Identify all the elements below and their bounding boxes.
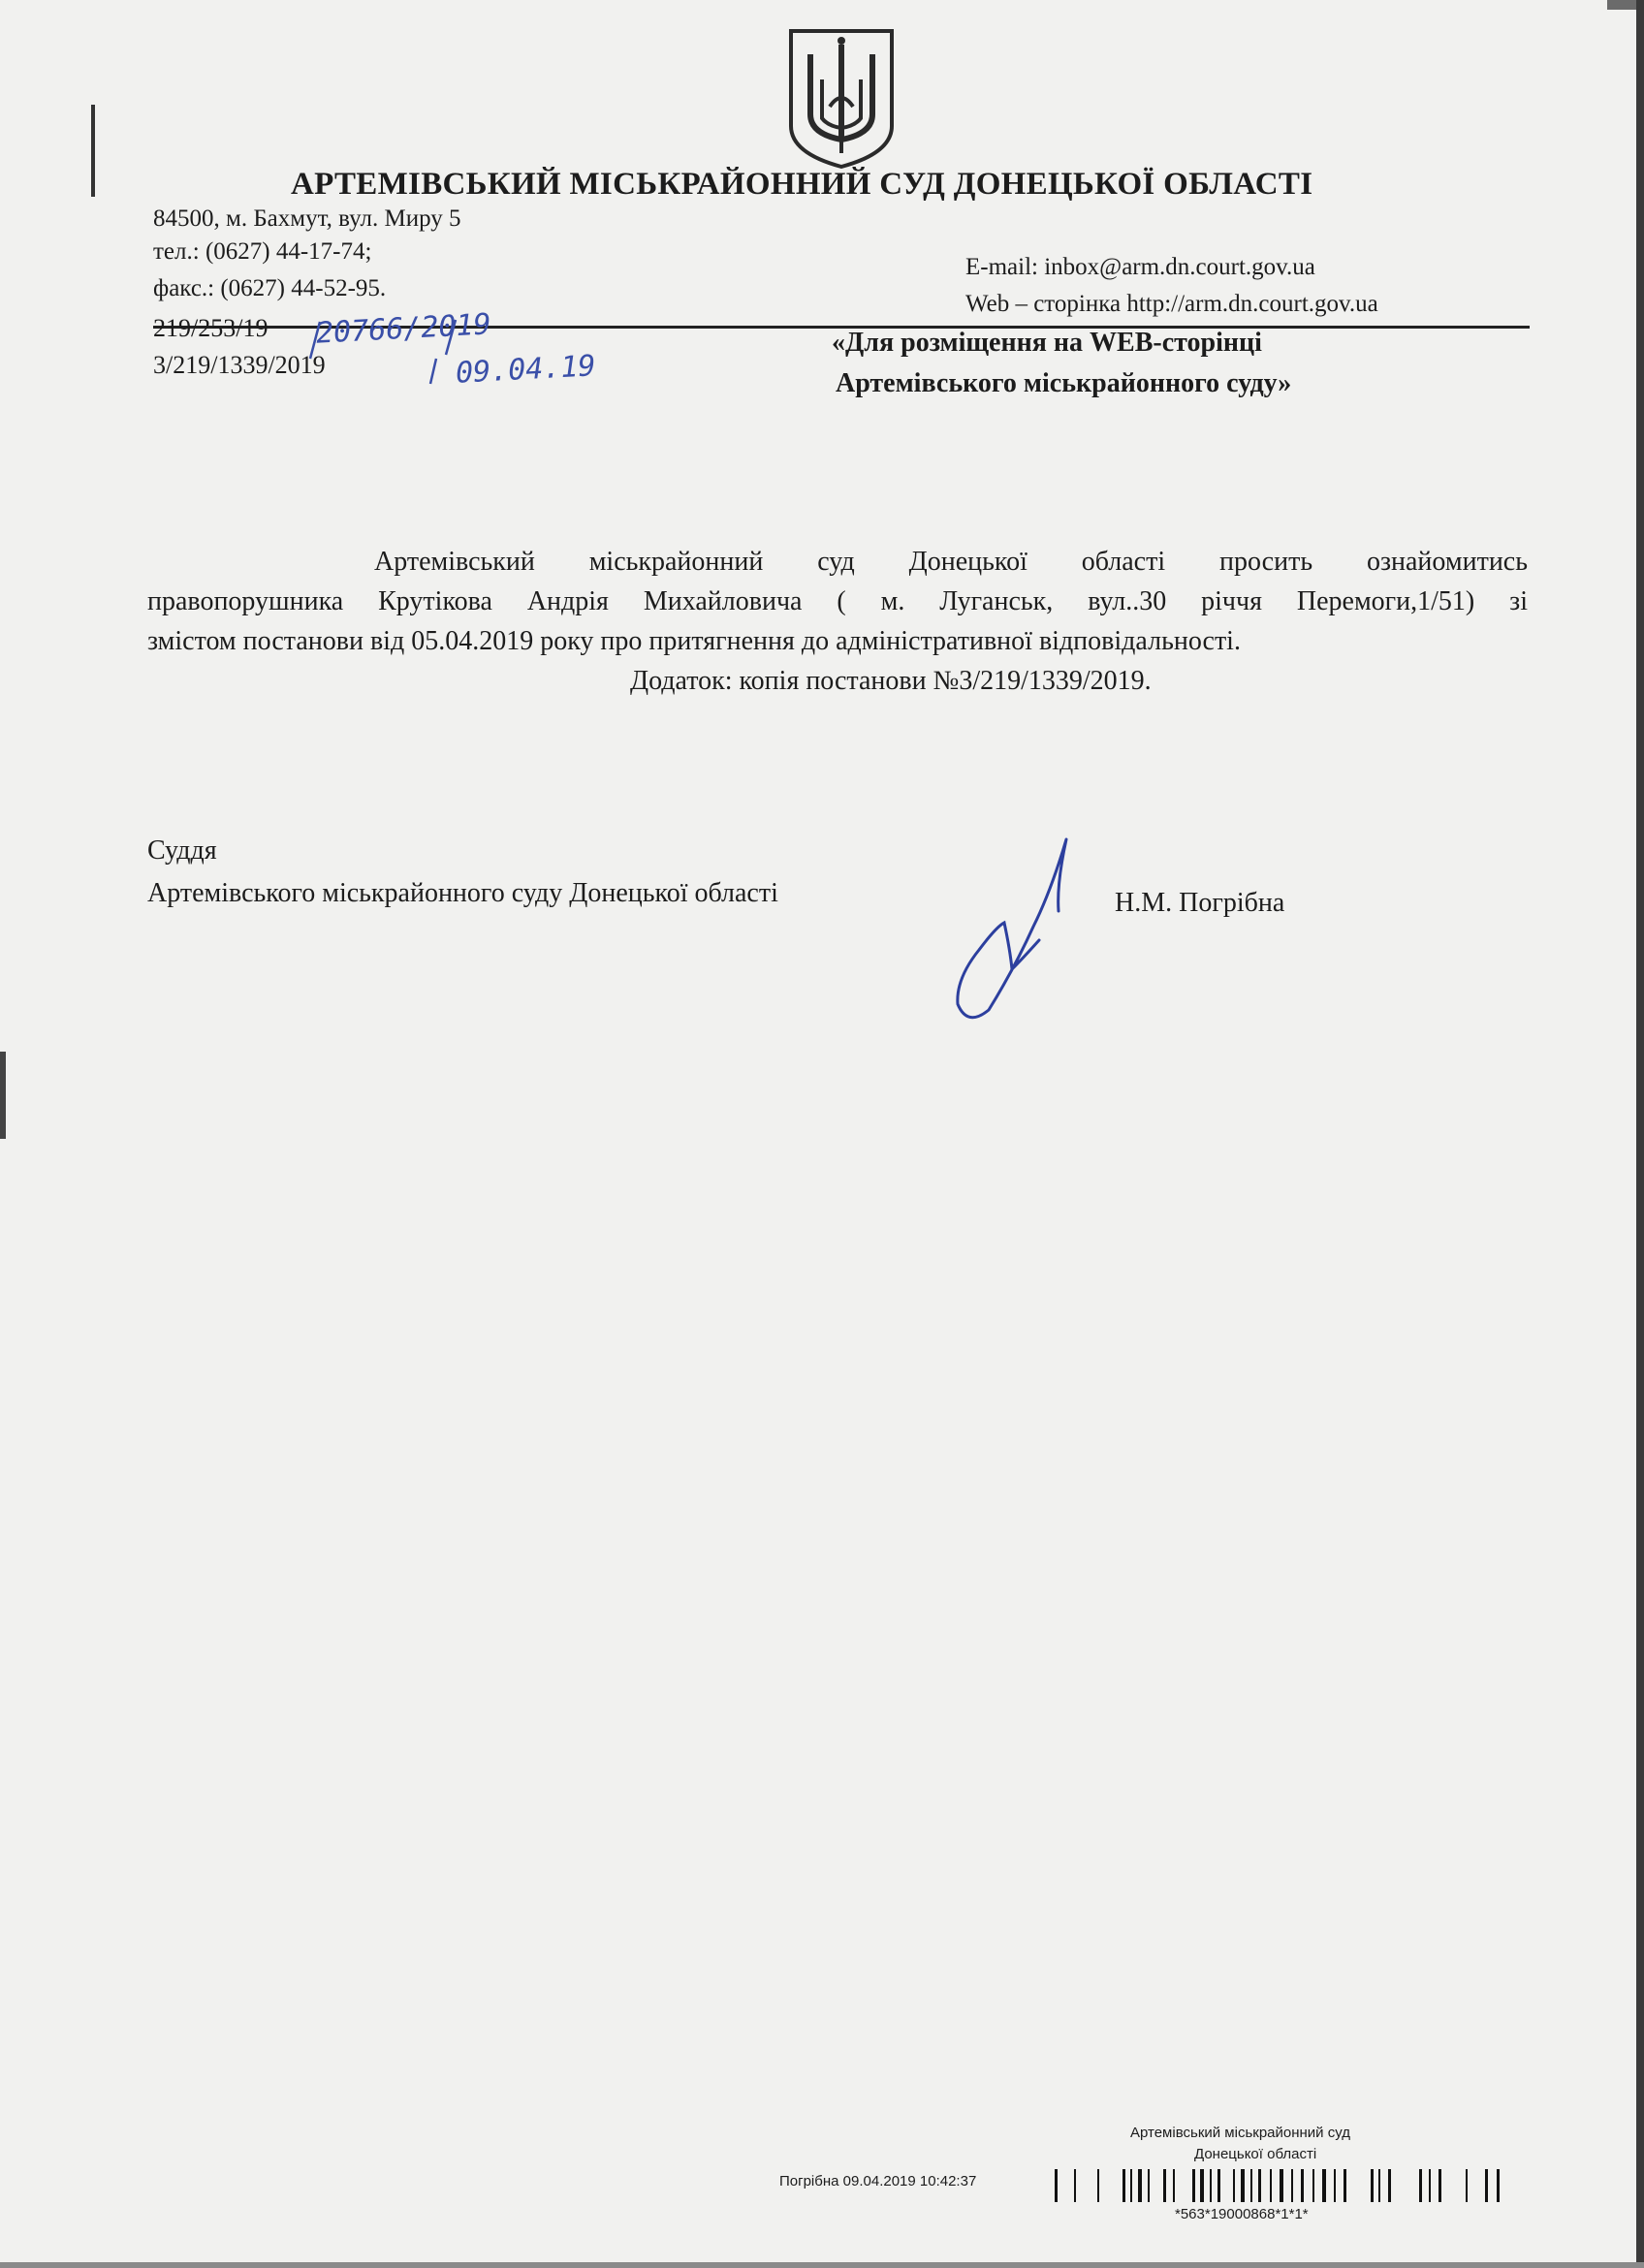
barcode-code: *563*19000868*1*1* [1175,2206,1309,2222]
handwritten-date: 09.04.19 [455,349,597,391]
stamp-court-line2: Донецької області [1194,2146,1317,2162]
handwritten-outgoing-number: 20766/2019 [315,307,492,351]
scan-edge-right [1636,0,1644,2268]
scan-edge-top [1607,0,1636,10]
attachment-line: Додаток: копія постанови №3/219/1339/2019. [630,666,1152,696]
scan-mark [0,1052,6,1139]
court-phone: тел.: (0627) 44-17-74; [153,238,372,265]
court-address: 84500, м. Бахмут, вул. Миру 5 [153,205,461,232]
handwritten-signature [950,834,1086,1027]
body-line-3: змістом постанови від 05.04.2019 року про притягнення до адміністративної відповідальності. [147,626,1241,656]
placement-note-line1: «Для розміщення на WEB-сторінці [832,328,1262,358]
scan-edge-bottom [0,2262,1644,2268]
judge-name: Н.М. Погрібна [1115,888,1285,918]
reference-number: 219/253/19 [153,314,269,342]
signature-role: Суддя [147,835,217,866]
signature-court: Артемівського міськрайонного суду Донецької області [147,878,778,908]
body-line-2: правопорушника Крутікова Андрія Михайловича ( м. Луганськ, вул..30 річчя Перемоги,1/51) зі [147,586,1528,616]
scan-mark [91,105,95,197]
court-email: E-mail: inbox@arm.dn.court.gov.ua [965,254,1315,280]
handwritten-stroke [291,316,465,394]
coat-of-arms-icon [785,25,898,171]
court-fax: факс.: (0627) 44-52-95. [153,275,387,301]
placement-note-line2: Артемівського міськрайонного суду» [836,368,1292,398]
case-number: 3/219/1339/2019 [153,351,326,379]
court-name: АРТЕМІВСЬКИЙ МІСЬКРАЙОННИЙ СУД ДОНЕЦЬКОЇ ОБЛАСТІ [291,167,1313,202]
stamp-court-line1: Артемівський міськрайонний суд [1130,2125,1350,2141]
barcode [1055,2169,1501,2202]
body-line-1: Артемівський міськрайонний суд Донецької області просить ознайомитись [374,547,1528,577]
stamp-timestamp: Погрібна 09.04.2019 10:42:37 [779,2173,977,2189]
court-website: Web – сторінка http://arm.dn.court.gov.ua [965,291,1378,317]
